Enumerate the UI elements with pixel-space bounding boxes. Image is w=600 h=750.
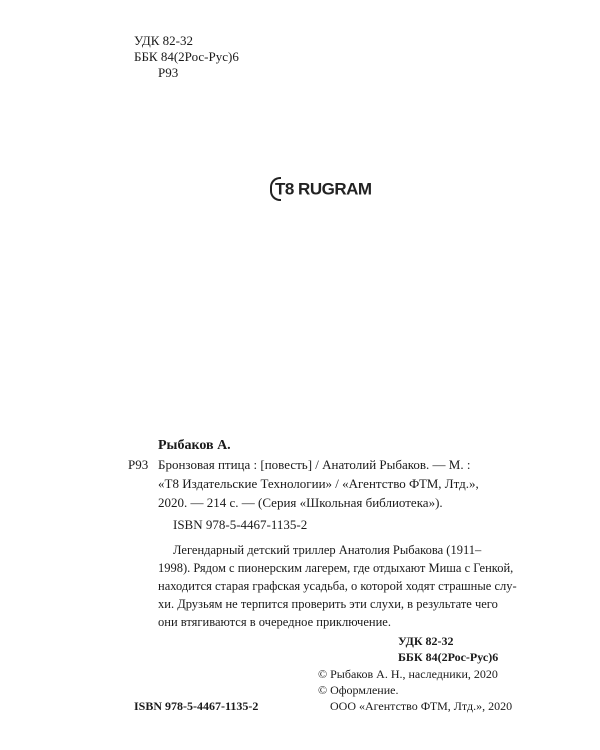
author-name: Рыбаков А. [158,438,231,453]
header-udk: УДК 82-32 [134,33,194,48]
entry-udk: УДК 82-32 [398,634,454,648]
annotation-line: хи. Друзьям не терпится проверить эти слухи, в результате чего [158,597,498,611]
copyright-publisher: ООО «Агентство ФТМ, Лтд.», 2020 [330,699,513,713]
entry-line: «Т8 Издательские Технологии» / «Агентство ФТМ, Лтд.», [158,476,479,491]
annotation-line: 1998). Рядом с пионерским лагерем, где отдыхают Миша с Генкой, [158,561,514,575]
annotation-line: находится старая графская усадьба, о которой ходят страшные слу- [158,579,517,593]
copyright-design: © Оформление. [318,683,399,697]
entry-bbk: ББК 84(2Рос-Рус)6 [398,650,499,664]
entry-code: Р93 [128,457,149,472]
logo-text: T8 RUGRAM [275,179,372,199]
entry-line: 2020. — 214 с. — (Серия «Школьная библиотека»). [158,495,443,510]
annotation-line: они втягиваются в очередное приключение. [158,615,391,629]
publisher-logo [270,178,372,202]
copyright-author: © Рыбаков А. Н., наследники, 2020 [318,667,498,681]
entry-isbn: ISBN 978-5-4467-1135-2 [173,517,308,532]
logo-arc-icon [270,177,281,201]
header-code: Р93 [158,65,179,80]
header-bbk: ББК 84(2Рос-Рус)6 [134,49,239,64]
footer-isbn: ISBN 978-5-4467-1135-2 [134,699,259,713]
entry-line: Бронзовая птица : [повесть] / Анатолий Рыбаков. — М. : [158,457,471,472]
annotation-line: Легендарный детский триллер Анатолия Рыбакова (1911– [173,543,482,557]
